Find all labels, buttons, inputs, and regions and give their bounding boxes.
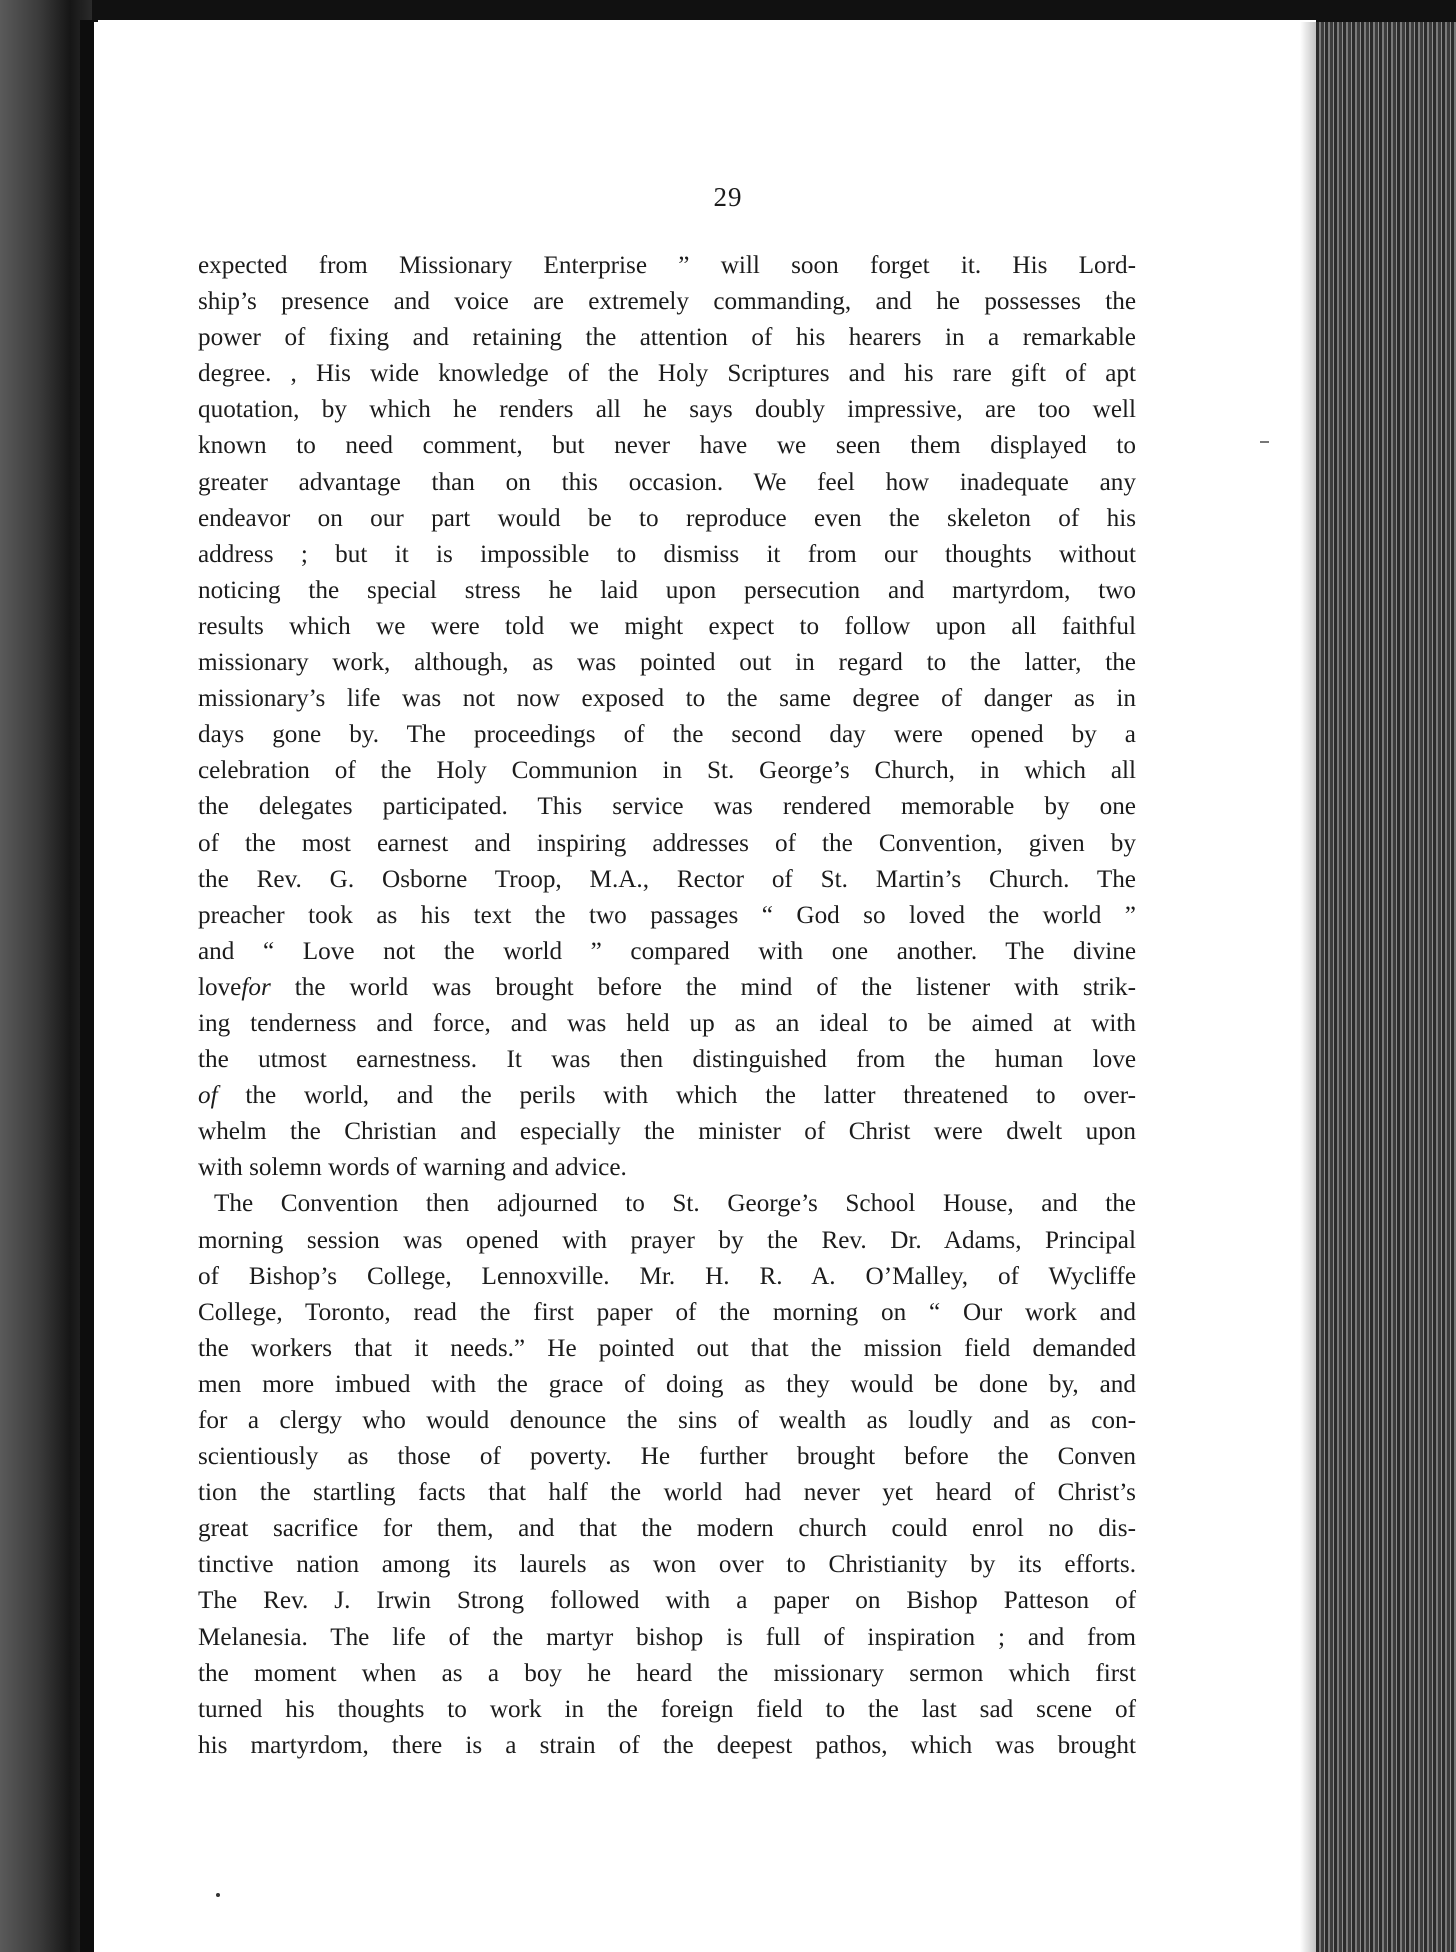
text-line: tion the startling facts that half the world had never yet heard of Christ’s xyxy=(198,1479,1136,1507)
text-line: men more imbued with the grace of doing as they would be done by, and xyxy=(198,1370,1136,1398)
text-line-with-italic xyxy=(198,970,1136,1006)
text-line: results which we were told we might expect to follow upon all faithful xyxy=(198,612,1136,640)
ink-speck xyxy=(216,1893,220,1897)
gutter-shadow xyxy=(80,20,94,1952)
text-fragment: the world, and the perils with which the latter threatened to over- xyxy=(245,1082,1136,1110)
text-line-with-italic xyxy=(198,1078,1136,1114)
text-line: missionary work, although, as was pointed out in regard to the latter, the xyxy=(198,649,1136,677)
italic-word: of xyxy=(198,1082,218,1110)
text-line: celebration of the Holy Communion in St. George’s Church, in which all xyxy=(198,757,1136,785)
text-line: preacher took as his text the two passages “ God so loved the world ” xyxy=(198,901,1136,929)
text-line: the workers that it needs.” He pointed out that the mission field demanded xyxy=(198,1334,1136,1362)
body-text xyxy=(198,248,1136,1764)
text-line: the utmost earnestness. It was then distinguished from the human love xyxy=(198,1046,1136,1074)
text-line: College, Toronto, read the first paper of the morning on “ Our work and xyxy=(198,1298,1136,1326)
text-line: ing tenderness and force, and was held up as an ideal to be aimed at with xyxy=(198,1009,1136,1037)
text-line: with solemn words of warning and advice. xyxy=(198,1154,627,1182)
text-line: power of fixing and retaining the attention of his hearers in a remarkable xyxy=(198,324,1136,352)
text-line: the delegates participated. This service was rendered memorable by one xyxy=(198,793,1136,821)
text-line: expected from Missionary Enterprise ” will soon forget it. His Lord- xyxy=(198,252,1136,279)
text-line: scientiously as those of poverty. He further brought before the Conven xyxy=(198,1443,1136,1471)
text-line: of Bishop’s College, Lennoxville. Mr. H. R. A. O’Malley, of Wycliffe xyxy=(198,1262,1136,1290)
text-line: noticing the special stress he laid upon persecution and martyrdom, two xyxy=(198,576,1136,604)
text-line: missionary’s life was not now exposed to the same degree of danger as in xyxy=(198,685,1136,713)
text-line: for a clergy who would denounce the sins of wealth as loudly and as con- xyxy=(198,1407,1136,1434)
book-page-edges xyxy=(1316,22,1456,1952)
text-line: the Rev. G. Osborne Troop, M.A., Rector of St. Martin’s Church. The xyxy=(198,865,1136,893)
italic-word: for xyxy=(241,973,271,1001)
text-line: The Convention then adjourned to St. George’s School House, and the xyxy=(214,1190,1136,1218)
text-line: Melanesia. The life of the martyr bishop is full of inspiration ; and from xyxy=(198,1623,1136,1651)
text-line: The Rev. J. Irwin Strong followed with a paper on Bishop Patteson of xyxy=(198,1587,1136,1615)
text-line: ship’s presence and voice are extremely commanding, and he possesses the xyxy=(198,288,1136,316)
text-line: address ; but it is impossible to dismiss it from our thoughts without xyxy=(198,540,1136,568)
text-line: known to need comment, but never have we seen them displayed to xyxy=(198,432,1136,460)
text-line: the moment when as a boy he heard the missionary sermon which first xyxy=(198,1659,1136,1687)
text-line: days gone by. The proceedings of the second day were opened by a xyxy=(198,721,1136,749)
scan-top-border xyxy=(0,0,1456,22)
text-fragment: the world was brought before the mind of the listener with strik- xyxy=(294,973,1137,1001)
text-line: and “ Love not the world ” compared with one another. The divine xyxy=(198,937,1136,965)
text-line: degree. , His wide knowledge of the Holy Scriptures and his rare gift of apt xyxy=(198,360,1136,388)
book-gutter xyxy=(0,0,92,1952)
text-line: great sacrifice for them, and that the modern church could enrol no dis- xyxy=(198,1515,1136,1543)
text-line: turned his thoughts to work in the foreign field to the last sad scene of xyxy=(198,1695,1136,1723)
text-line: morning session was opened with prayer by the Rev. Dr. Adams, Principal xyxy=(198,1226,1136,1254)
page-number: 29 xyxy=(713,182,743,212)
text-line: greater advantage than on this occasion. We feel how inadequate any xyxy=(198,468,1136,496)
text-line: whelm the Christian and especially the minister of Christ were dwelt upon xyxy=(198,1118,1136,1146)
text-line: quotation, by which he renders all he says doubly impressive, are too well xyxy=(198,396,1136,424)
text-line: endeavor on our part would be to reproduce even the skeleton of his xyxy=(198,504,1136,532)
margin-mark xyxy=(1260,441,1269,443)
text-line: his martyrdom, there is a strain of the deepest pathos, which was brought xyxy=(198,1731,1136,1759)
text-line: tinctive nation among its laurels as won over to Christianity by its efforts. xyxy=(198,1551,1136,1579)
text-line: of the most earnest and inspiring addresses of the Convention, given by xyxy=(198,829,1136,857)
text-fragment: love xyxy=(198,973,242,1001)
